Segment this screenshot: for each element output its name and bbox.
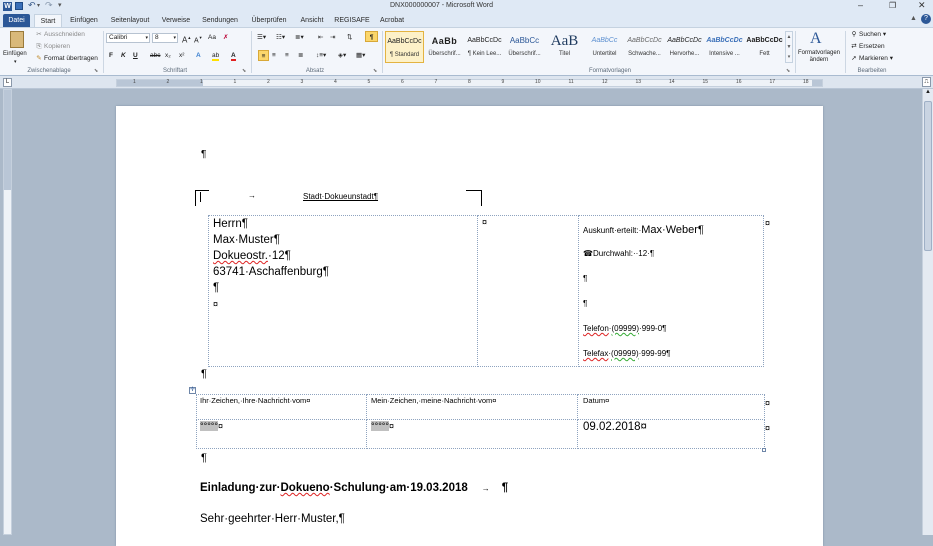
select-button[interactable]: ➚ Markieren ▾ (849, 53, 893, 64)
style-4[interactable] (545, 31, 584, 63)
styles-group-label: Formatvorlagen (588, 68, 632, 74)
ruler-number: 9 (501, 79, 505, 85)
tab-einfuegen[interactable]: Einfügen (70, 17, 98, 24)
street-name: Dokueostr. (213, 250, 268, 262)
ruler-number: 12 (602, 79, 608, 85)
align-left-icon[interactable]: ≡ (258, 50, 269, 61)
style-preview: AaBbCcDc (387, 38, 422, 45)
help-icon[interactable]: ? (921, 14, 931, 24)
minimize-icon[interactable]: – (858, 0, 864, 10)
style-name: Untertitel (592, 51, 617, 57)
select-label: Markieren (859, 55, 888, 62)
contact-durchwahl: ☎Durchwahl:··12·¶ (583, 249, 655, 258)
text-effects-icon[interactable]: A (196, 52, 201, 59)
contact-auskunft: Auskunft·erteilt:·Max·Weber¶ (583, 224, 704, 236)
ruler-number: 1 (200, 79, 203, 85)
replace-button[interactable] (849, 41, 885, 52)
title-bar (0, 0, 933, 13)
style-preview: AaBbCcDc (667, 37, 702, 44)
style-preview: AaB (550, 33, 579, 49)
tab-regisafe[interactable]: REGISAFE (334, 17, 370, 24)
ref-value-cell[interactable] (366, 419, 578, 449)
ruler-number: 2 (166, 79, 170, 85)
ruler-number: 16 (736, 79, 742, 85)
find-button[interactable]: ⚲ Suchen ▾ (849, 29, 886, 40)
style-preview: AaBbCc (591, 37, 618, 44)
clipboard-group-label: Zwischenablage (27, 68, 71, 74)
vertical-scrollbar[interactable] (922, 89, 933, 535)
group-divider (251, 31, 252, 73)
format-painter-label: Format übertragen (44, 55, 98, 62)
tab-ueberpruefen[interactable]: Überprüfen (251, 17, 287, 24)
sort-icon[interactable]: ⇅ (347, 34, 353, 41)
recipient-line: Max·Muster¶ (213, 234, 280, 246)
strikethrough-button[interactable]: abc (150, 52, 161, 59)
contact-telefon: Telefon·(09999)·999-0¶ (583, 324, 667, 333)
cell-end-mark: ¤ (482, 217, 488, 227)
font-group-label: Schriftart (162, 68, 187, 74)
scroll-up-icon[interactable]: ▲ (925, 89, 931, 95)
style-name: Fett (759, 51, 770, 57)
align-right-icon[interactable]: ≡ (285, 52, 289, 59)
quick-access-customize-icon[interactable]: ▾ (58, 2, 62, 9)
row-end-mark: ¤ (765, 423, 771, 433)
chevron-down-icon: ▾ (173, 35, 176, 41)
style-preview: AaBbCcDc (746, 37, 783, 44)
tab-seitenlayout[interactable]: Seitenlayout (110, 17, 150, 24)
editing-group-label: Bearbeiten (857, 68, 887, 74)
clipboard-launcher-icon[interactable]: ⬊ (94, 68, 99, 74)
contact-info (583, 224, 704, 374)
clear-format-icon[interactable]: ✗ (223, 34, 229, 41)
row-end-mark: ¤ (765, 398, 771, 408)
tab-datei[interactable]: Datei (3, 14, 30, 27)
recipient-line: Herrn¶ (213, 218, 248, 230)
vertical-ruler[interactable] (3, 89, 12, 535)
underline-button[interactable]: U (133, 52, 138, 59)
ribbon (0, 27, 933, 76)
recipient-line: ¶ (213, 282, 220, 294)
copy-label: Kopieren (44, 43, 71, 50)
ruler-number: 15 (702, 79, 709, 85)
cut-label: Ausschneiden (44, 31, 85, 38)
style-preview: AaBbCc (509, 36, 540, 45)
undo-icon[interactable]: ↶ (28, 0, 36, 10)
style-preview: AaBbCcDc (706, 37, 743, 44)
italic-button[interactable]: K (121, 52, 126, 59)
styles-launcher-icon[interactable]: ⬊ (786, 68, 791, 74)
style-7[interactable] (665, 31, 704, 63)
tab-selector[interactable]: L (3, 78, 12, 87)
form-field[interactable]: °°°°° (200, 421, 218, 431)
pilcrow: ¶ (501, 482, 509, 494)
font-size-select[interactable] (152, 33, 178, 43)
ribbon-minimize-icon[interactable]: ▲ (910, 15, 917, 22)
ref-header-datum: Datum¤ (583, 396, 610, 405)
tab-acrobat[interactable]: Acrobat (379, 17, 405, 24)
bold-button[interactable]: F (109, 52, 113, 59)
contact-telefax: Telefax·(09999)·999-99¶ (583, 349, 671, 358)
font-name-value: Calibri (109, 34, 128, 41)
font-color-icon[interactable]: A (231, 52, 236, 59)
ruler-number: 5 (367, 79, 371, 85)
address-window-corner-left (195, 190, 209, 206)
binoculars-icon: ⚲ (851, 31, 857, 38)
brush-icon: ✎ (36, 55, 42, 62)
group-divider (382, 31, 383, 73)
ruler-number: 13 (635, 79, 642, 85)
shading-icon[interactable]: ◈▾ (338, 52, 347, 59)
show-marks-button[interactable]: ¶ (365, 31, 378, 42)
style-name: ¶ Kein Lee... (467, 51, 502, 57)
highlight-icon[interactable]: ab (212, 52, 220, 59)
style-name: Titel (558, 51, 571, 57)
sender-line: Stadt·Dokueunstadt¶ (303, 192, 379, 201)
subscript-button[interactable]: x₂ (165, 52, 171, 59)
change-styles-label: Formatvorlagen ändern (797, 50, 841, 63)
ruler-bar (0, 76, 933, 89)
style-name: Überschrif... (428, 51, 461, 57)
ref-header-mein: Mein·Zeichen,·meine·Nachricht·vom¤ (371, 396, 497, 405)
paragraph-group-label: Absatz (305, 68, 325, 74)
cell-end-mark: ¤ (218, 421, 224, 431)
cell-end-mark: ¤ (389, 421, 395, 431)
chevron-down-icon: ▾ (145, 35, 148, 41)
grow-font-icon[interactable]: A▲ (182, 35, 192, 45)
scissors-icon: ✂ (36, 31, 42, 38)
ruler-number: 1 (133, 79, 136, 85)
empty-paragraph: ¶ (201, 149, 207, 160)
tab-ansicht[interactable]: Ansicht (300, 17, 324, 24)
document-workspace (0, 89, 933, 535)
cut-button[interactable] (34, 29, 85, 40)
save-icon[interactable] (15, 2, 23, 10)
recipient-address (213, 216, 329, 312)
bullets-icon[interactable]: ☰▾ (257, 34, 267, 41)
style-preview: AaBbCcDc (467, 37, 502, 44)
ruler-number: 3 (300, 79, 304, 85)
style-name: Hervorhe... (669, 51, 700, 57)
tab-sendungen[interactable]: Sendungen (202, 17, 238, 24)
style-0[interactable] (385, 31, 424, 63)
paragraph-launcher-icon[interactable]: ⬊ (373, 68, 378, 74)
line-spacing-icon[interactable]: ↕≡▾ (316, 52, 327, 59)
paste-label: Einfügen (3, 51, 27, 57)
ruler-number: 1 (233, 79, 237, 85)
ruler-margin-left (117, 80, 203, 86)
style-5[interactable] (585, 31, 624, 63)
ref-value-datum: 09.02.2018¤ (583, 421, 647, 433)
table-resize-handle[interactable] (762, 448, 766, 452)
replace-icon: ⇄ (851, 43, 857, 50)
row-end-mark: ¤ (765, 218, 771, 228)
decrease-indent-icon[interactable]: ⇤ (318, 34, 324, 41)
recipient-line: 63741·Aschaffenburg¶ (213, 266, 329, 278)
styles-scroll[interactable]: ▲ ▼ ▾ (785, 31, 793, 63)
tab-verweise[interactable]: Verweise (161, 17, 191, 24)
ruler-number: 18 (803, 79, 809, 85)
ruler-number: 8 (468, 79, 471, 85)
style-1[interactable] (425, 31, 464, 63)
close-icon[interactable]: ✕ (918, 0, 926, 10)
numbering-icon[interactable]: ☷▾ (276, 34, 286, 41)
form-field[interactable]: °°°°° (371, 421, 389, 431)
ruler-toggle-icon[interactable]: ⎍ (922, 77, 931, 87)
style-name: Intensive ... (709, 51, 740, 57)
ruler-number: 17 (769, 79, 776, 85)
style-name: ¶ Standard (389, 52, 420, 58)
group-divider (103, 31, 104, 73)
change-case-button[interactable]: Aa (208, 34, 216, 41)
ruler-number: 4 (334, 79, 337, 85)
cursor-icon: ➚ (851, 55, 857, 62)
style-9[interactable] (745, 31, 784, 63)
spacer-cell (477, 215, 579, 367)
window-title: DNX000000007 - Microsoft Word (390, 2, 493, 9)
ref-value-mein (371, 421, 394, 431)
copy-icon: ⎘ (36, 43, 42, 50)
document-page[interactable] (116, 106, 823, 546)
ruler-number: 2 (267, 79, 270, 85)
address-window-corner-right (466, 190, 482, 206)
superscript-button[interactable]: x² (179, 52, 185, 59)
recipient-line: Dokueostr.·12¶ (213, 250, 291, 262)
style-name: Schwache... (628, 51, 661, 57)
contact-blank: ¶ (583, 299, 588, 308)
clipboard-icon (10, 31, 24, 48)
font-launcher-icon[interactable]: ⬊ (242, 68, 247, 74)
ruler-number: 11 (568, 79, 574, 85)
horizontal-ruler[interactable] (116, 79, 823, 87)
replace-label: Ersetzen (859, 43, 885, 50)
tab-start[interactable]: Start (34, 14, 62, 27)
paste-button[interactable] (3, 30, 31, 66)
ribbon-tabs (0, 13, 933, 27)
group-divider (845, 31, 846, 73)
cell-end-mark: ¤ (213, 299, 219, 309)
find-label: Suchen (859, 31, 882, 38)
word-icon[interactable]: W (4, 3, 11, 10)
shrink-font-icon[interactable]: A▼ (194, 35, 203, 45)
ref-header-ihr: Ihr·Zeichen,·Ihre·Nachricht·vom¤ (200, 396, 311, 405)
tab-arrow: → (248, 191, 256, 200)
restore-icon[interactable]: ❐ (889, 1, 897, 10)
scroll-thumb[interactable] (924, 101, 932, 251)
ruler-margin-right (812, 80, 822, 86)
style-6[interactable] (625, 31, 664, 63)
font-name-select[interactable] (106, 33, 150, 43)
ruler-number: 6 (401, 79, 404, 85)
change-styles-icon: A (810, 30, 822, 47)
justify-icon[interactable]: ≣ (298, 52, 304, 59)
style-3[interactable] (505, 31, 544, 63)
tab-arrow: → (481, 484, 490, 493)
empty-paragraph: ¶ (201, 452, 207, 464)
table-move-handle[interactable]: ✛ (190, 387, 196, 393)
style-preview: AaBb (431, 36, 458, 46)
ruler-number: 7 (434, 79, 438, 85)
style-name: Überschrif... (508, 51, 541, 57)
format-painter-button[interactable] (34, 53, 98, 64)
ruler-number: 14 (669, 79, 675, 85)
subject-line: Einladung·zur·Dokueno·Schulung·am·19.03.2018 → ¶ (200, 482, 509, 494)
change-styles-button[interactable] (797, 30, 841, 66)
group-divider (795, 31, 796, 73)
align-center-icon[interactable]: ≡ (272, 52, 276, 59)
style-preview: AaBbCcDc (627, 37, 662, 44)
ref-value-ihr (200, 421, 223, 431)
empty-paragraph: ¶ (201, 368, 207, 380)
chevron-down-icon: ▾ (14, 59, 17, 65)
multilevel-list-icon[interactable]: ≣▾ (295, 34, 304, 41)
salutation: Sehr·geehrter·Herr·Muster,¶ (200, 513, 345, 525)
text-cursor (200, 192, 201, 202)
style-2[interactable] (465, 31, 504, 63)
style-8[interactable] (705, 31, 744, 63)
undo-dropdown-icon[interactable]: ▾ (37, 3, 41, 9)
redo-icon[interactable]: ↷ (45, 0, 53, 10)
borders-icon[interactable]: ▦▾ (356, 52, 366, 59)
contact-blank: ¶ (583, 274, 588, 283)
font-size-value: 8 (155, 34, 159, 41)
copy-button[interactable] (34, 41, 70, 52)
styles-gallery (385, 28, 795, 68)
ruler-margin-top (4, 90, 11, 190)
ruler-number: 10 (535, 79, 541, 85)
increase-indent-icon[interactable]: ⇥ (330, 34, 336, 41)
